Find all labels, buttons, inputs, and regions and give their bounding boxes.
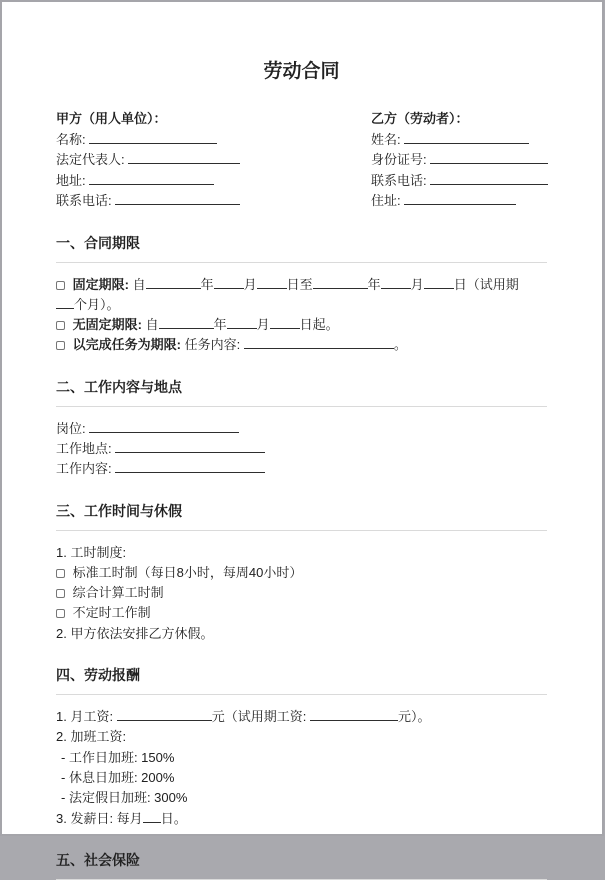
position-field bbox=[56, 419, 547, 439]
work-content-field bbox=[56, 459, 547, 479]
party-b-block bbox=[371, 109, 548, 212]
task-term-label: 以完成任务为期限: bbox=[72, 337, 181, 353]
blank-line bbox=[430, 152, 548, 164]
checkbox-icon bbox=[56, 589, 65, 598]
text: 月 bbox=[243, 276, 257, 292]
field-label: 身份证号: bbox=[371, 152, 427, 167]
section-2-heading: 二、工作内容与地点 bbox=[56, 377, 547, 407]
text: 。 bbox=[393, 337, 407, 353]
blank-line bbox=[56, 297, 74, 309]
blank-line bbox=[257, 277, 287, 289]
blank-line bbox=[244, 337, 394, 349]
text: 年 bbox=[213, 317, 227, 333]
page-title: 劳动合同 bbox=[263, 61, 340, 82]
text: 年 bbox=[200, 276, 214, 292]
blank-line bbox=[227, 317, 257, 329]
fixed-term-option bbox=[56, 275, 547, 295]
field-label: 姓名: bbox=[371, 131, 401, 147]
section-4-heading: 四、劳动报酬 bbox=[56, 665, 547, 695]
checkbox-icon bbox=[56, 569, 65, 578]
field-label: 法定代表人: bbox=[56, 152, 125, 167]
payday-line bbox=[56, 809, 547, 829]
field-label: 工作地点: bbox=[56, 440, 112, 456]
option-label: 标准工时制（每日8小时，每周40小时） bbox=[72, 564, 303, 580]
checkbox-icon bbox=[56, 341, 65, 350]
field-label: 住址: bbox=[371, 193, 401, 208]
blank-line bbox=[430, 173, 548, 185]
field-label: 名称: bbox=[56, 131, 86, 147]
party-a-phone-field bbox=[56, 191, 371, 212]
section-5-heading: 五、社会保险 bbox=[56, 850, 547, 880]
text: 日。 bbox=[160, 810, 187, 826]
open-term-label: 无固定期限: bbox=[72, 317, 142, 333]
task-term-option bbox=[56, 335, 547, 355]
blank-line bbox=[115, 461, 265, 473]
text: 自 bbox=[132, 276, 146, 292]
field-label: 地址: bbox=[56, 172, 86, 188]
party-a-header: 甲方（用人单位）： bbox=[56, 111, 167, 126]
checkbox-icon bbox=[56, 609, 65, 618]
blank-line bbox=[404, 193, 516, 205]
blank-line bbox=[89, 173, 214, 185]
blank-line bbox=[310, 709, 398, 721]
party-b-address-field bbox=[371, 191, 548, 212]
party-b-phone-field bbox=[371, 171, 548, 192]
open-term-option bbox=[56, 315, 547, 335]
blank-line bbox=[117, 709, 212, 721]
blank-line bbox=[159, 317, 214, 329]
section-3-heading: 三、工作时间与休假 bbox=[56, 501, 547, 531]
fixed-term-option-wrap bbox=[56, 295, 547, 315]
party-a-legal-rep-field bbox=[56, 150, 371, 171]
party-b-header: 乙方（劳动者）： bbox=[371, 111, 469, 126]
text: 3. 发薪日: 每月 bbox=[56, 810, 143, 826]
fixed-term-label: 固定期限: bbox=[72, 276, 129, 292]
flexible-hours-option bbox=[56, 603, 547, 623]
overtime-pay-label: 2. 加班工资: bbox=[56, 729, 127, 745]
field-label: 岗位: bbox=[56, 420, 86, 436]
field-label: 联系电话: bbox=[56, 193, 112, 208]
text: 年 bbox=[367, 276, 381, 292]
checkbox-icon bbox=[56, 321, 65, 330]
restday-overtime-line: - 休息日加班: 200% bbox=[61, 769, 175, 785]
blank-line bbox=[381, 277, 411, 289]
comprehensive-hours-option bbox=[56, 583, 547, 603]
field-label: 联系电话: bbox=[371, 172, 427, 188]
text: 自 bbox=[145, 317, 159, 333]
blank-line bbox=[270, 317, 300, 329]
blank-line bbox=[313, 277, 368, 289]
monthly-salary-line bbox=[56, 707, 547, 727]
option-label: 不定时工作制 bbox=[72, 605, 151, 621]
blank-line bbox=[89, 132, 217, 144]
text: 1. 月工资: bbox=[56, 709, 114, 725]
section-1-heading: 一、合同期限 bbox=[56, 233, 547, 263]
option-label: 综合计算工时制 bbox=[72, 585, 164, 601]
checkbox-icon bbox=[56, 281, 65, 290]
text: 日起。 bbox=[299, 317, 339, 333]
field-label: 工作内容: bbox=[56, 461, 112, 477]
party-a-name-field bbox=[56, 130, 371, 151]
holiday-overtime-line: - 法定假日加班: 300% bbox=[61, 790, 188, 806]
text: 日至 bbox=[286, 276, 313, 292]
blank-line bbox=[404, 132, 529, 144]
party-b-name-field bbox=[371, 130, 548, 151]
parties-block bbox=[56, 109, 547, 212]
party-a-block bbox=[56, 109, 371, 212]
weekday-overtime-line: - 工作日加班: 150% bbox=[61, 749, 175, 765]
blank-line bbox=[143, 811, 161, 823]
text: 月 bbox=[256, 317, 270, 333]
blank-line bbox=[424, 277, 454, 289]
standard-hours-option bbox=[56, 563, 547, 583]
text: 任务内容: bbox=[184, 337, 241, 353]
blank-line bbox=[115, 441, 265, 453]
text: 元（试用期工资: bbox=[211, 709, 307, 725]
text: 日（试用期 bbox=[453, 276, 519, 292]
leave-arrangement-text: 2. 甲方依法安排乙方休假。 bbox=[56, 625, 214, 641]
work-location-field bbox=[56, 439, 547, 459]
text: 月 bbox=[410, 276, 424, 292]
blank-line bbox=[128, 152, 240, 164]
text: 个月）。 bbox=[74, 296, 120, 312]
blank-line bbox=[146, 277, 201, 289]
party-b-id-field bbox=[371, 150, 548, 171]
blank-line bbox=[115, 193, 240, 205]
work-hours-system-label: 1. 工时制度: bbox=[56, 544, 127, 560]
blank-line bbox=[89, 421, 239, 433]
blank-line bbox=[214, 277, 244, 289]
party-a-address-field bbox=[56, 171, 371, 192]
text: 元）。 bbox=[397, 709, 431, 725]
